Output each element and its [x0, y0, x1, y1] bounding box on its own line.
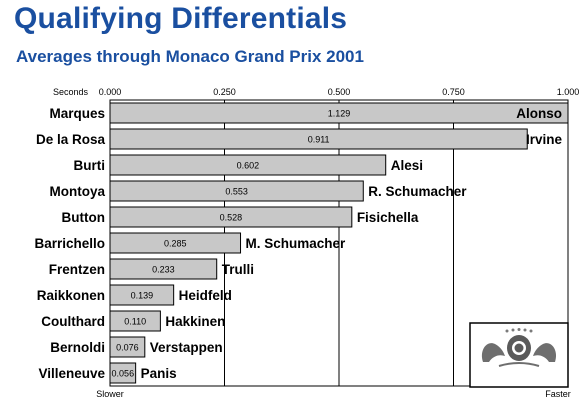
bar-value-label: 0.139: [130, 290, 154, 301]
bar-value-label: 0.076: [116, 342, 139, 353]
tick-label: 0.000: [98, 87, 122, 97]
slower-driver-label: Marques: [49, 106, 105, 121]
bar-value-label: 0.233: [152, 264, 175, 275]
slower-driver-label: Frentzen: [48, 262, 105, 277]
atlas-f1-logo-icon: [469, 322, 569, 388]
slower-driver-label: Barrichello: [34, 236, 105, 251]
faster-driver-label: Irvine: [525, 132, 562, 147]
slower-driver-label: Raikkonen: [36, 288, 105, 303]
faster-driver-label: M. Schumacher: [245, 236, 346, 251]
bar-value-label: 0.056: [111, 368, 135, 379]
axis-end-label-slower: Slower: [96, 389, 124, 399]
faster-driver-label: Trulli: [221, 262, 254, 277]
tick-label: 0.250: [213, 87, 236, 97]
bar-value-label: 0.911: [307, 134, 330, 145]
bar-value-label: 0.285: [163, 238, 187, 249]
bar-value-label: 0.553: [225, 186, 248, 197]
tick-label: 0.500: [327, 87, 351, 97]
faster-driver-label: Heidfeld: [178, 288, 232, 303]
slower-driver-label: Button: [61, 210, 105, 225]
faster-driver-label: Fisichella: [356, 210, 419, 225]
bar-value-label: 0.110: [124, 316, 147, 327]
slower-driver-label: Bernoldi: [50, 340, 105, 355]
axis-end-label-faster: Faster: [545, 389, 571, 399]
bar-value-label: 1.129: [327, 108, 351, 119]
slower-driver-label: Montoya: [49, 184, 105, 199]
bar-value-label: 0.602: [236, 160, 260, 171]
axis-title: Seconds: [52, 87, 88, 97]
faster-driver-label: Hakkinen: [165, 314, 226, 329]
faster-driver-label: Panis: [140, 366, 177, 381]
slower-driver-label: Burti: [73, 158, 105, 173]
faster-driver-label: Alesi: [390, 158, 423, 173]
slower-driver-label: Villeneuve: [38, 366, 105, 381]
chart-title: Qualifying Differentials: [14, 2, 348, 35]
slower-driver-label: Coulthard: [41, 314, 105, 329]
slower-driver-label: De la Rosa: [35, 132, 105, 147]
tick-label: 0.750: [442, 87, 465, 97]
faster-driver-label: Alonso: [516, 106, 562, 121]
chart-subtitle: Averages through Monaco Grand Prix 2001: [16, 47, 364, 66]
faster-driver-label: R. Schumacher: [368, 184, 467, 199]
tick-label: 1.000: [556, 87, 580, 97]
bar-value-label: 0.528: [219, 212, 243, 223]
faster-driver-label: Verstappen: [149, 340, 223, 355]
